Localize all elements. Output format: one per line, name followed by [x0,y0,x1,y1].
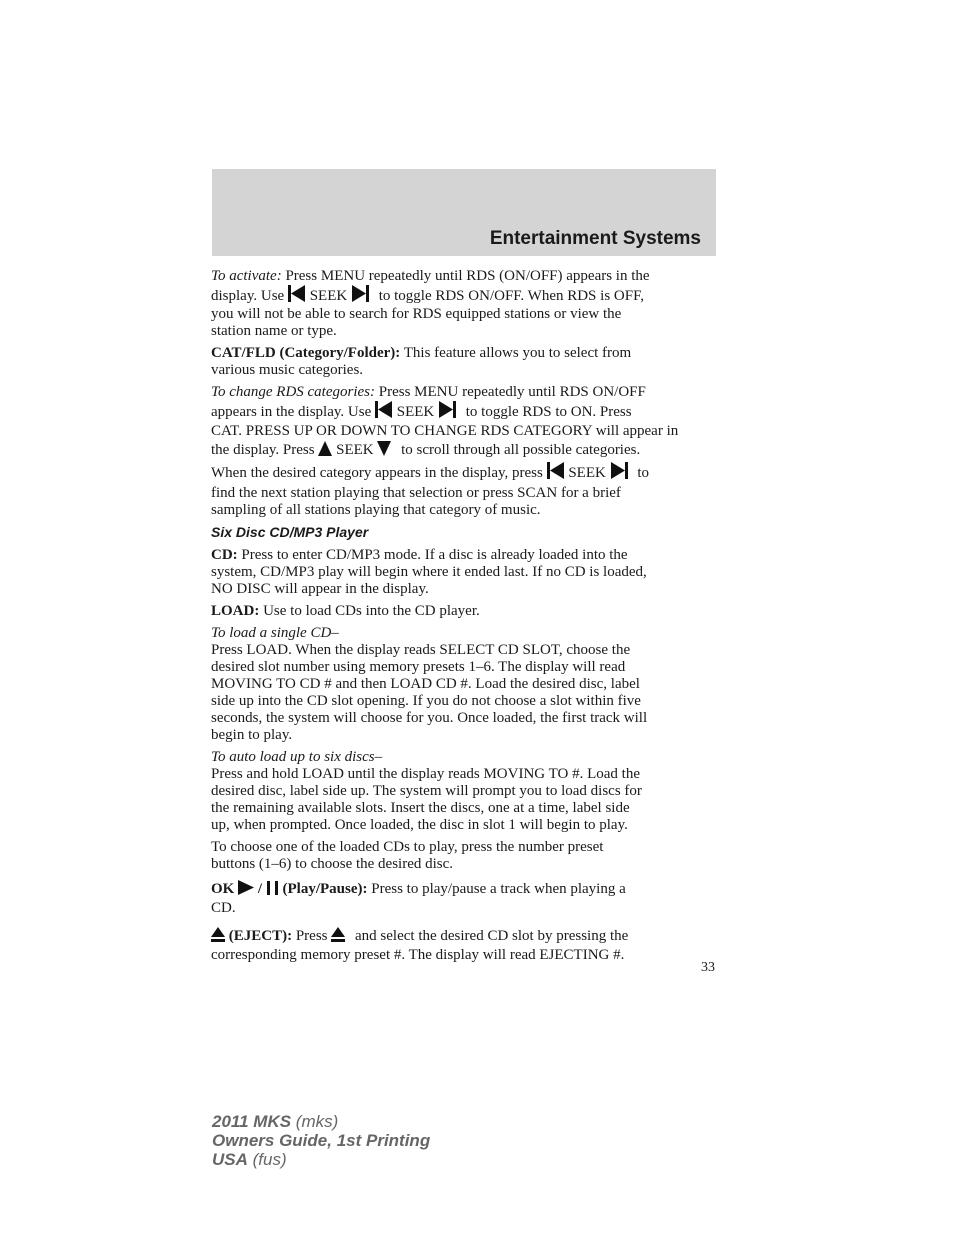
section-heading: Six Disc CD/MP3 Player [211,524,369,540]
activate-paragraph: To activate: Press MENU repeatedly until RDS (ON/OFF) appears in the display. Use SEEK to toggle RDS ON/OFF. When RDS is OFF, you will not be able to search for RDS equipped stations or view the station name or type. [211,268,650,339]
load-label: LOAD: [211,603,260,619]
cd-paragraph: CD: Press to enter CD/MP3 mode. If a disc is already loaded into the system, CD/MP3 play will begin where it ended last. If no CD is loaded, NO DISC will appear in the display. [211,547,647,597]
change-categories-paragraph: To change RDS categories: Press MENU repeatedly until RDS ON/OFF appears in the display. Use SEEK to toggle RDS to ON. Press CAT. PRESS UP OR DOWN TO CHANGE RDS CATEGORY will appear in the display. Press SEEK to scroll through all possible categories. When the desired category appears in the display, press SEEK to find the next station playing that selection or press SCAN for a brief sampling of all stations playing that category of music. [211,384,679,518]
seek-up-icon [318,441,332,456]
seek-forward-icon [351,285,369,302]
page-number: 33 [701,960,715,975]
auto-load-label: To auto load up to six discs– [211,749,383,765]
pause-icon [266,881,279,895]
seek-back-icon [547,462,565,479]
eject-icon [331,927,345,942]
activate-label: To activate: [211,268,282,284]
seek-down-icon [377,441,391,456]
choose-paragraph: To choose one of the loaded CDs to play, press the number preset buttons (1–6) to choose the desired disc. [211,839,604,872]
cd-label: CD: [211,547,238,563]
eject-label: (EJECT): [228,928,293,944]
ok-label: OK [211,881,235,897]
seek-forward-icon [610,462,628,479]
seek-back-icon [375,401,393,418]
single-load-label: To load a single CD– [211,625,339,641]
catfld-label: CAT/FLD (Category/Folder): [211,345,401,361]
section-title: Entertainment Systems [489,228,701,249]
seek-back-icon [288,285,306,302]
eject-icon [211,927,225,942]
single-load-paragraph: To load a single CD– Press LOAD. When the display reads SELECT CD SLOT, choose the desired slot number using memory presets 1–6. The display will read MOVING TO CD # and then LOAD CD #. Load the desired disc, label side up into the CD slot opening. If you do not choose a slot within five seconds, the system will choose for you. Once loaded, the first track will begin to play. [211,625,717,744]
ok-paragraph: OK / (Play/Pause): Press to play/pause a track when playing a CD. [211,881,626,916]
section-header-band [212,169,716,256]
catfld-paragraph: CAT/FLD (Category/Folder): This feature allows you to select from various music categories. [211,345,632,378]
seek-forward-icon [438,401,456,418]
load-paragraph: LOAD: Use to load CDs into the CD player. [211,603,480,619]
eject-paragraph: (EJECT): Press and select the desired CD slot by pressing the corresponding memory preset #. The display will read EJECTING #. [211,928,629,963]
page-content [211,268,717,964]
change-label: To change RDS categories: [211,384,376,400]
footer: 2011 MKS (mks) Owners Guide, 1st Printing USA (fus) [212,1112,431,1169]
auto-load-paragraph: To auto load up to six discs– Press and hold LOAD until the display reads MOVING TO #. Load the desired disc, label side up. The system will prompt you to load discs for the remaining available slots. Insert the discs, one at a time, label side up, when prompted. Once loaded, the disc in slot 1 will begin to play. [211,749,717,834]
play-icon [238,880,254,895]
